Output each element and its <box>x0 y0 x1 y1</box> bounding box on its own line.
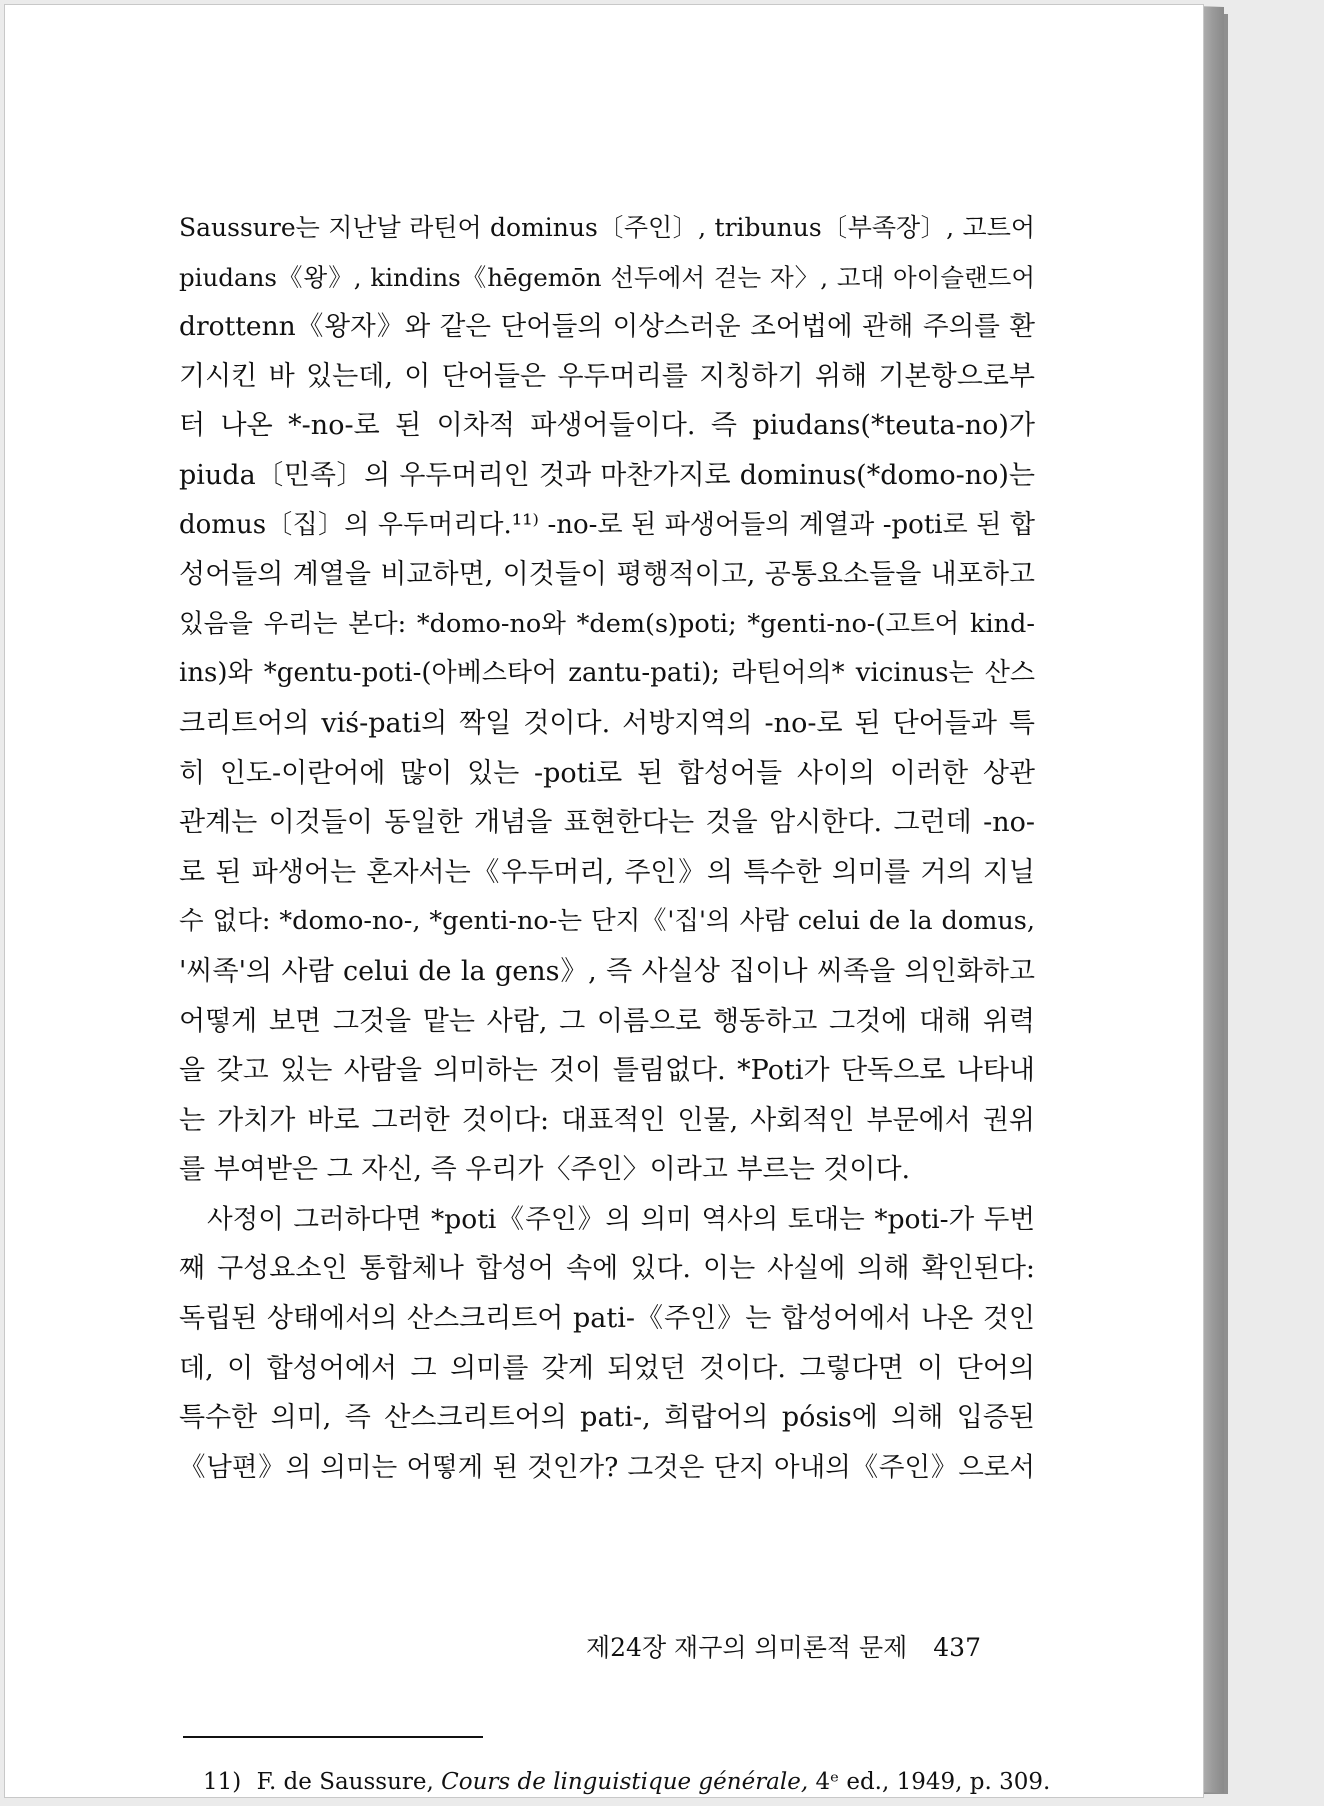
text-line: 데, 이 합성어에서 그 의미를 갖게 되었던 것이다. 그렇다면 이 단어의 <box>179 1352 1035 1384</box>
text-line: 수 없다: *domo-no-, *genti-no-는 단지《'집'의 사람 celui de la domus, <box>179 906 1035 937</box>
text-line: 어떻게 보면 그것을 맡는 사람, 그 이름으로 행동하고 그것에 대해 위력 <box>179 1005 1035 1037</box>
text-line: 특수한 의미, 즉 산스크리트어의 pati-, 희랍어의 pósis에 의해 입증된 <box>179 1402 1035 1434</box>
text-line: ins)와 *gentu-poti-(아베스타어 zantu-pati); 라틴어의* vicinus는 산스 <box>179 658 1035 689</box>
text-line: 사정이 그러하다면 *poti《주인》의 의미 역사의 토대는 *poti-가 두번 <box>207 1203 1035 1235</box>
footnote-title: Cours de linguistique générale, <box>441 1769 809 1795</box>
footnote-edition: 4ᵉ ed., 1949, p. 309. <box>815 1769 1051 1795</box>
text-line: 을 갖고 있는 사람을 의미하는 것이 틀림없다. *Poti가 단독으로 나타내 <box>179 1055 1035 1087</box>
footnote-divider <box>183 1736 483 1738</box>
text-line: 《남편》의 의미는 어떻게 된 것인가? 그것은 단지 아내의《주인》으로서 <box>179 1451 1035 1483</box>
book-page <box>4 4 1204 1798</box>
text-line: 는 가치가 바로 그러한 것이다: 대표적인 인물, 사회적인 부문에서 권위 <box>179 1104 1035 1136</box>
text-line: domus〔집〕의 우두머리다.¹¹⁾ -no-로 된 파생어들의 계열과 -poti로 된 합 <box>179 509 1035 540</box>
text-line: piudans《왕》, kindins《hēgemōn 선두에서 걷는 자〉, 고대 아이슬랜드어 <box>179 262 1035 292</box>
text-line: drottenn《왕자》와 같은 단어들의 이상스러운 조어법에 관해 주의를 환 <box>179 311 1035 343</box>
text-line: 관계는 이것들이 동일한 개념을 표현한다는 것을 암시한다. 그런데 -no- <box>179 807 1035 839</box>
running-footer <box>586 1628 981 1664</box>
text-line: 째 구성요소인 통합체나 합성어 속에 있다. 이는 사실에 의해 확인된다: <box>179 1253 1035 1285</box>
text-line: 를 부여받은 그 자신, 즉 우리가〈주인〉이라고 부르는 것이다. <box>179 1154 911 1186</box>
footnote <box>203 1769 1051 1795</box>
page-number: 437 <box>933 1633 981 1662</box>
paragraph-1 <box>179 203 1035 1195</box>
body-text <box>179 203 1035 1492</box>
paragraph-2 <box>179 1195 1035 1493</box>
text-line: 로 된 파생어는 혼자서는《우두머리, 주인》의 특수한 의미를 거의 지닐 <box>179 856 1035 888</box>
text-line: 독립된 상태에서의 산스크리트어 pati-《주인》는 합성어에서 나온 것인 <box>179 1303 1035 1335</box>
text-line: '씨족'의 사람 celui de la gens》, 즉 사실상 집이나 씨족을 의인화하고 <box>179 955 1035 987</box>
text-line: 성어들의 계열을 비교하면, 이것들이 평행적이고, 공통요소들을 내포하고 <box>179 559 1035 591</box>
text-line: 기시킨 바 있는데, 이 단어들은 우두머리를 지칭하기 위해 기본항으로부 <box>179 360 1035 392</box>
footnote-number: 11) <box>203 1769 242 1795</box>
text-line: 히 인도-이란어에 많이 있는 -poti로 된 합성어들 사이의 이러한 상관 <box>179 757 1035 789</box>
text-line: 있음을 우리는 본다: *domo-no와 *dem(s)poti; *genti-no-(고트어 kind- <box>179 608 1035 639</box>
text-line: 터 나온 *-no-로 된 이차적 파생어들이다. 즉 piudans(*teuta-no)가 <box>179 410 1035 442</box>
footnote-author: F. de Saussure, <box>256 1769 434 1795</box>
text-line: Saussure는 지난날 라틴어 dominus〔주인〕, tribunus〔부족장〕, 고트어 <box>179 213 1035 242</box>
chapter-title: 제24장 재구의 의미론적 문제 <box>586 1633 908 1662</box>
text-line: piuda〔민족〕의 우두머리인 것과 마찬가지로 dominus(*domo-no)는 <box>179 459 1035 491</box>
text-line: 크리트어의 viś-pati의 짝일 것이다. 서방지역의 -no-로 된 단어들과 특 <box>179 707 1035 739</box>
